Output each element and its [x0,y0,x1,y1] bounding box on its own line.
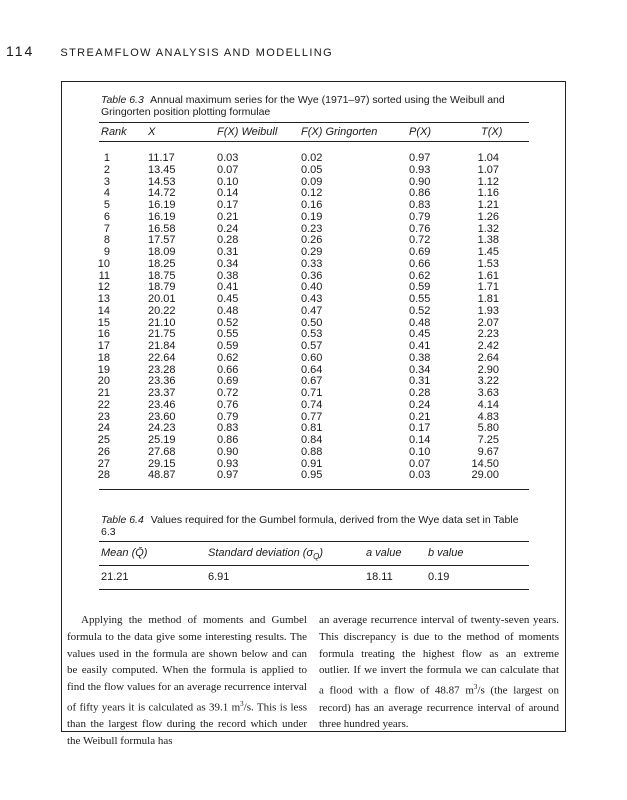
table-6-3-cell-tx: 3.22 [477,375,499,388]
table-6-3-cell-px: 0.17 [409,422,431,435]
table-6-3-cell-gringorten: 0.91 [301,457,323,470]
table-6-3-cell-x: 17.57 [148,234,176,247]
table-6-3-cell-px: 0.93 [409,163,431,176]
table-6-3-cell-gringorten: 0.64 [301,363,323,376]
table-6-3-cell-rank: 25 [97,434,110,446]
table-6-3-cell-rank: 10 [97,257,110,270]
table-6-3-cell-tx: 2.64 [477,351,499,364]
table-6-3-cell-rank: 11 [98,269,110,282]
table-6-3-cell-weibull: 0.55 [217,328,239,341]
table-6-3-cell-x: 18.75 [148,269,176,282]
table-6-3-cell-px: 0.45 [409,328,431,341]
header-px: P(X) [409,126,431,138]
table-6-3-cell-px: 0.10 [409,445,431,458]
table-6-3-cell-tx: 1.07 [477,163,499,176]
table-6-3-cell-tx: 1.81 [477,293,499,305]
table-6-3-cell-rank: 4 [103,187,110,200]
table-6-3-cell-x: 21.75 [148,328,176,341]
table-6-3-cell-rank: 2 [103,163,110,176]
table-6-3-bottom-rule [99,489,529,490]
table-6-4-caption [101,514,531,538]
table-6-3-cell-gringorten: 0.05 [301,163,323,176]
table-6-3-cell-weibull: 0.86 [217,434,239,446]
table-6-3-cell-px: 0.03 [409,469,431,482]
table-6-3-cell-gringorten: 0.88 [301,445,323,458]
table-6-3-cell-tx: 3.63 [477,387,499,399]
table-6-3-cell-x: 20.01 [148,293,176,305]
table-6-3-cell-px: 0.48 [409,316,431,329]
table-6-3-cell-px: 0.59 [409,281,431,294]
header-mean: Mean (Q̄) [101,547,148,559]
table-6-3-cell-tx: 9.67 [477,445,499,458]
value-mean: 21.21 [101,571,129,583]
table-6-3-cell-gringorten: 0.33 [301,257,323,270]
table-6-4-top-rule [99,541,529,542]
table-6-3-cell-weibull: 0.34 [217,257,239,270]
table-6-3-cell-px: 0.72 [409,234,431,247]
table-6-3-cell-rank: 23 [97,410,110,423]
table-6-3-cell-weibull: 0.76 [217,398,239,411]
body-right-text: an average recurrence interval of twenty-seven years. This discrepancy is due to the method of moments formula treating the highest flow as an extreme outlier. If we invert the formula we can calculate that a flood with a flow of 48.87 m [319,614,559,697]
table-6-3-cell-px: 0.07 [409,457,431,470]
table-6-3-cell-px: 0.86 [409,187,431,200]
table-6-3-cell-gringorten: 0.29 [301,246,323,258]
table-6-3-cell-x: 23.36 [148,375,176,388]
header-standard-deviation: Standard deviation $(\sigma_Q)$ [208,547,323,562]
table-6-3-cell-tx: 1.12 [477,175,499,188]
table-6-3-cell-tx: 2.07 [477,316,499,329]
table-6-3-cell-rank: 6 [103,210,110,223]
table-6-3-cell-weibull: 0.21 [217,210,239,223]
table-6-3-cell-gringorten: 0.81 [301,422,323,435]
table-6-3-cell-rank: 15 [97,316,110,329]
table-6-3-cell-rank: 22 [97,398,110,411]
table-6-3-cell-tx: 7.25 [477,434,499,446]
table-6-3-cell-rank: 18 [97,351,110,364]
table-6-3-cell-weibull: 0.24 [217,222,239,235]
header-weibull: F(X) Weibull [217,126,278,138]
table-6-3-cell-rank: 5 [103,199,110,211]
table-6-3-cell-px: 0.21 [409,410,431,423]
table-6-3-cell-gringorten: 0.26 [301,234,323,247]
table-6-3-cell-px: 0.34 [409,363,431,376]
value-b: 0.19 [428,571,450,583]
table-6-3-cell-gringorten: 0.40 [301,281,323,294]
table-6-3-cell-x: 24.23 [148,422,176,435]
table-6-3-cell-x: 21.84 [148,340,176,352]
table-6-3-cell-tx: 14.50 [471,457,499,470]
table-6-3-cell-rank: 20 [97,375,110,388]
table-6-3-cell-gringorten: 0.50 [301,316,323,329]
table-6-3-cell-px: 0.66 [409,257,431,270]
table-6-3-cell-rank: 24 [97,422,110,435]
table-6-3-cell-tx: 1.61 [477,269,499,282]
table-6-3-cell-x: 22.64 [148,351,176,364]
table-6-4-caption-number: Table 6.4 [101,514,144,526]
table-6-3-cell-px: 0.38 [409,351,431,364]
table-6-3-caption [101,94,531,118]
table-6-3-cell-tx: 4.83 [477,410,499,423]
table-6-3-cell-gringorten: 0.02 [301,152,323,164]
body-left-text: Applying the method of moments and Gumbel formula to the data give some interesting results. The values used in the formula are shown below and can be easily computed. When the formula is applied to find the flow values for an average recurrence interval of fifty years it is calculated as 39.1 m [67,614,307,714]
table-6-3-cell-gringorten: 0.36 [301,269,323,282]
table-6-4-header-rule [99,565,529,566]
table-6-3-cell-px: 0.79 [409,210,431,223]
table-6-3-cell-gringorten: 0.23 [301,222,323,235]
table-6-3-cell-gringorten: 0.57 [301,340,323,352]
table-6-3-cell-tx: 1.53 [477,257,499,270]
table-6-3-cell-weibull: 0.83 [217,422,239,435]
table-6-3-cell-gringorten: 0.47 [301,304,323,317]
table-6-3-cell-px: 0.24 [409,398,431,411]
table-6-3-cell-tx: 1.04 [477,152,499,164]
table-6-3-cell-tx: 1.38 [477,234,499,247]
table-6-4-bottom-rule [99,589,529,590]
table-6-3-cell-x: 21.10 [148,316,176,329]
table-6-3-cell-x: 27.68 [148,445,176,458]
table-6-3-cell-px: 0.14 [409,434,431,446]
table-6-3-cell-gringorten: 0.16 [301,199,323,211]
header-rank: Rank [101,126,127,138]
table-6-3-cell-weibull: 0.59 [217,340,239,352]
header-b-value: b value [428,547,464,559]
table-6-3-cell-tx: 4.14 [477,398,499,411]
table-6-3-cell-gringorten: 0.43 [301,293,323,305]
table-6-3-cell-weibull: 0.72 [217,387,239,399]
table-6-3-cell-rank: 14 [97,304,110,317]
table-6-3-cell-rank: 1 [103,152,110,164]
table-6-3-cell-gringorten: 0.95 [301,469,323,482]
table-6-3-cell-x: 16.19 [148,199,176,211]
table-6-3-cell-rank: 16 [97,328,110,341]
table-6-3-cell-x: 18.09 [148,246,176,258]
table-6-3-cell-x: 18.25 [148,257,176,270]
table-6-3-cell-tx: 1.16 [477,187,499,200]
table-6-3-cell-weibull: 0.48 [217,304,239,317]
table-6-3-cell-weibull: 0.17 [217,199,239,211]
table-6-3-cell-x: 20.22 [148,304,176,317]
table-6-3-cell-weibull: 0.69 [217,375,239,388]
table-6-3-cell-tx: 1.71 [477,281,499,294]
table-6-3-cell-x: 14.72 [148,187,176,200]
value-sd: 6.91 [208,571,230,583]
table-6-3-cell-weibull: 0.10 [217,175,239,188]
table-6-3-cell-x: 23.37 [148,387,176,399]
table-6-3-cell-tx: 1.26 [477,210,499,223]
table-6-3-cell-rank: 21 [97,387,110,399]
table-6-3-cell-x: 48.87 [148,469,176,482]
table-6-3-cell-tx: 29.00 [471,469,499,482]
table-6-3-cell-x: 16.58 [148,222,176,235]
table-6-3-cell-gringorten: 0.53 [301,328,323,341]
header-gringorten: F(X) Gringorten [301,126,378,138]
table-6-3-cell-x: 25.19 [148,434,176,446]
table-6-3-cell-rank: 12 [97,281,110,294]
table-6-3-cell-rank: 8 [103,234,110,247]
body-right-column: an average recurrence interval of twenty-seven years. This discrepancy is due to the method of moments formula treating the highest flow as an extreme outlier. If we invert the formula we can calculate that a flood with a flow of 48.87 $m^3/s$ (the largest on record) has an average recurrence interval of around three hundred years. [319,614,559,731]
table-6-3-caption-text: Annual maximum series for the Wye (1971–97) sorted using the Weibull and Gringorten position plotting formulae [101,94,505,118]
table-6-3-cell-gringorten: 0.74 [301,398,323,411]
table-6-3-cell-tx: 2.42 [477,340,499,352]
table-6-3-cell-tx: 1.45 [477,246,499,258]
table-6-3-cell-px: 0.69 [409,246,431,258]
table-6-3-cell-rank: 26 [97,445,110,458]
table-6-3-cell-px: 0.62 [409,269,431,282]
table-6-3-cell-px: 0.52 [409,304,431,317]
table-6-3-cell-tx: 1.32 [477,222,499,235]
table-6-3-cell-x: 23.60 [148,410,176,423]
table-6-3-cell-rank: 3 [103,175,110,188]
table-6-3-cell-gringorten: 0.19 [301,210,323,223]
table-6-3-cell-gringorten: 0.09 [301,175,323,188]
value-a: 18.11 [366,571,393,583]
table-6-3-cell-gringorten: 0.84 [301,434,323,446]
table-6-3-cell-weibull: 0.41 [217,281,239,294]
table-6-3-cell-gringorten: 0.12 [301,187,323,200]
table-6-3-cell-tx: 2.90 [477,363,499,376]
table-6-3-cell-rank: 19 [97,363,110,376]
table-6-3-cell-tx: 1.21 [477,199,499,211]
table-6-3-cell-weibull: 0.97 [217,469,239,482]
table-6-3-cell-gringorten: 0.71 [301,387,323,399]
table-6-3-cell-weibull: 0.66 [217,363,239,376]
table-6-3-cell-px: 0.55 [409,293,431,305]
table-6-3-cell-x: 13.45 [148,163,176,176]
running-head [6,43,333,61]
table-6-3-cell-tx: 2.23 [477,328,499,341]
table-6-3-cell-gringorten: 0.60 [301,351,323,364]
table-6-3-cell-weibull: 0.52 [217,316,239,329]
table-6-3-cell-px: 0.41 [409,340,431,352]
table-6-3-cell-weibull: 0.45 [217,293,239,305]
table-6-3-cell-x: 23.46 [148,398,176,411]
table-6-3-cell-weibull: 0.07 [217,163,239,176]
table-6-3-cell-rank: 17 [97,340,110,352]
table-6-3-cell-weibull: 0.90 [217,445,239,458]
table-6-3-cell-tx: 1.93 [477,304,499,317]
table-6-3-cell-px: 0.76 [409,222,431,235]
table-6-3-cell-x: 18.79 [148,281,176,294]
page-number: 114 [6,43,35,59]
table-6-4-caption-text: Values required for the Gumbel formula, derived from the Wye data set in Table 6.3 [101,514,519,538]
table-6-3-cell-weibull: 0.79 [217,410,239,423]
table-6-3-cell-px: 0.83 [409,199,431,211]
table-6-3-cell-px: 0.28 [409,387,431,399]
table-6-3-cell-weibull: 0.14 [217,187,239,200]
table-6-3-cell-tx: 5.80 [477,422,499,435]
table-6-3-cell-x: 16.19 [148,210,176,223]
table-6-3-cell-weibull: 0.38 [217,269,239,282]
header-a-value: a value [366,547,402,559]
table-6-3-cell-x: 29.15 [148,457,176,470]
table-6-3-cell-x: 11.17 [148,152,175,164]
table-6-3-top-rule [99,122,529,123]
table-6-3-cell-gringorten: 0.77 [301,410,323,423]
running-title: STREAMFLOW ANALYSIS AND MODELLING [60,47,334,59]
header-tx: T(X) [481,126,503,138]
table-6-3-cell-x: 14.53 [148,175,176,188]
table-6-3-caption-number: Table 6.3 [101,94,144,106]
table-6-3-cell-weibull: 0.62 [217,351,239,364]
body-left-column: Applying the method of moments and Gumbel formula to the data give some interesting results. The values used in the formula are shown below and can be easily computed. When the formula is applied to find the flow values for an average recurrence interval of fifty years it is calculated as 39.1 $m^3/s$. This is less than the largest flow during the record which under the Weibull formula has [67,614,308,748]
table-6-3-cell-rank: 27 [97,457,110,470]
table-6-3-cell-rank: 13 [97,293,110,305]
table-6-3-cell-px: 0.90 [409,175,431,188]
table-6-3-header-rule [99,141,529,142]
table-6-3-cell-weibull: 0.03 [217,152,239,164]
table-6-3-cell-x: 23.28 [148,363,176,376]
table-6-3-cell-gringorten: 0.67 [301,375,323,388]
table-6-3-cell-weibull: 0.93 [217,457,239,470]
table-6-3-cell-rank: 9 [103,246,110,258]
table-6-3-cell-weibull: 0.31 [217,246,239,258]
table-6-3-cell-rank: 7 [103,222,110,235]
table-6-3-cell-px: 0.97 [409,152,431,164]
table-6-3-cell-weibull: 0.28 [217,234,239,247]
table-6-3-cell-rank: 28 [97,469,110,482]
header-x: X [148,126,156,138]
table-6-3-cell-px: 0.31 [409,375,431,388]
